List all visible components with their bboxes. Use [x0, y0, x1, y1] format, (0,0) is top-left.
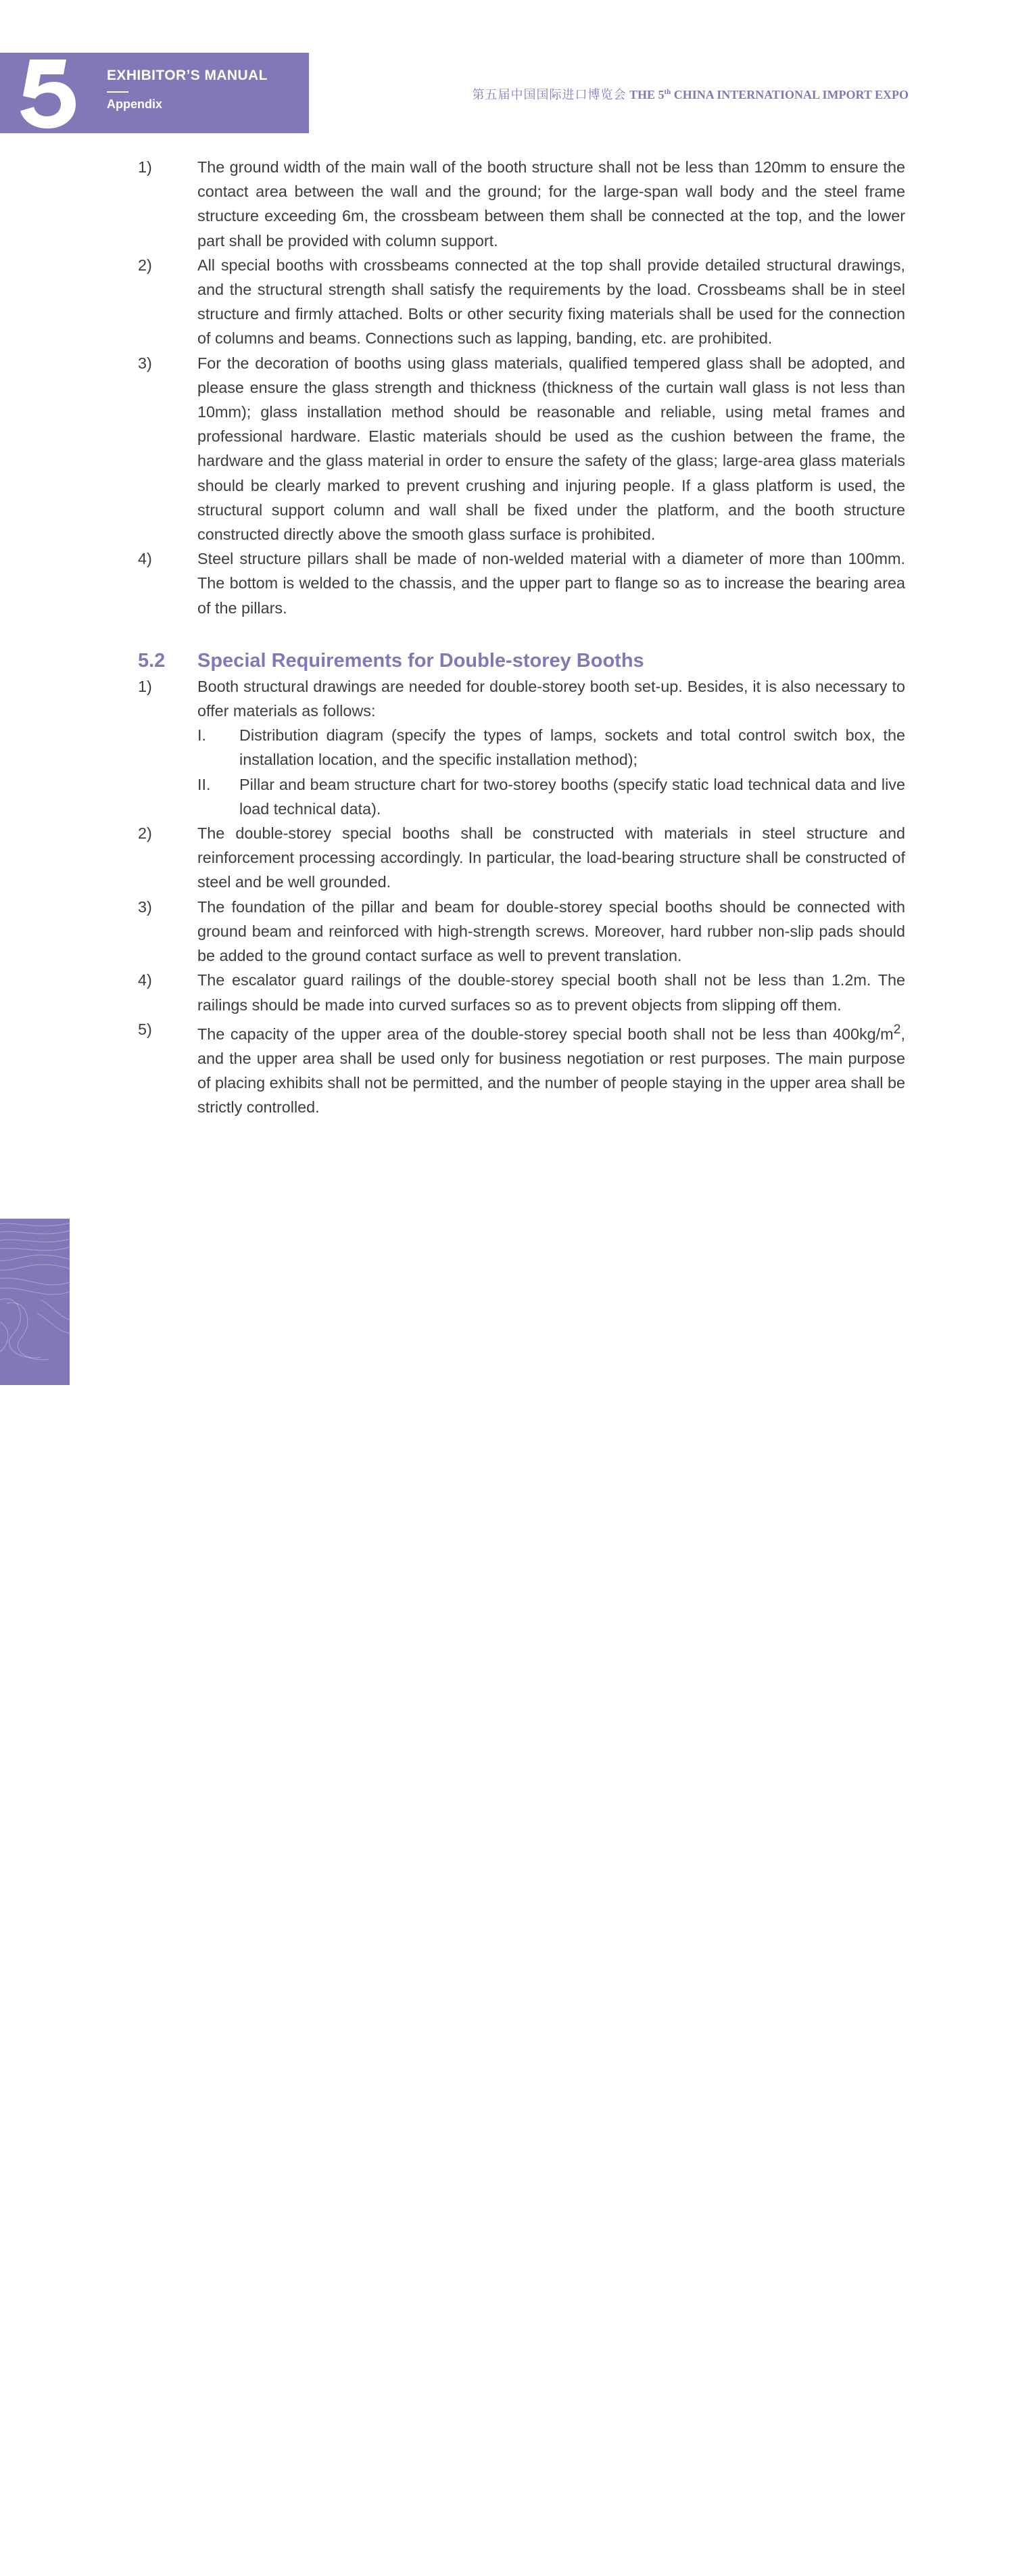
section-subtitle: Appendix	[107, 97, 163, 111]
expo-title-suffix: CHINA INTERNATIONAL IMPORT EXPO	[671, 88, 909, 101]
item-text: Booth structural drawings are needed for double-storey booth set-up. Besides, it is also necessary to offer materials as follows:	[197, 677, 905, 720]
item-number: 1)	[138, 158, 152, 176]
section-heading	[138, 647, 905, 674]
item-text: For the decoration of booths using glass materials, qualified tempered glass shall be adopted, and please ensure the glass strength and thickness (thickness of the curtain wall glass is not less than 10mm); glass installation method should be reasonable and reliable, using metal frames and professional hardware. Elastic materials should be used as the cushion between the frame, the hardware and the glass material in order to ensure the safety of the glass; large-area glass materials should be clearly marked to prevent crushing and injuring people. If a glass platform is used, the structural support column and wall shall be fixed under the platform, and the booth structure constructed directly above the smooth glass surface is prohibited.	[197, 354, 905, 544]
section-title: Special Requirements for Double-storey Booths	[197, 649, 644, 672]
page-number: 100	[27, 2561, 49, 2575]
item-number: 4)	[138, 971, 152, 989]
list-item	[138, 351, 905, 547]
item-text: Steel structure pillars shall be made of non-welded material with a diameter of more than 100mm. The bottom is welded to the chassis, and the upper part to flange so as to increase the bearing area of the pillars.	[197, 550, 905, 617]
item-number: 4)	[138, 550, 152, 568]
sub-list-item	[197, 772, 905, 821]
list-item	[138, 821, 905, 895]
item-number: 2)	[138, 824, 152, 843]
sub-item-text: Distribution diagram (specify the types of lamps, sockets and total control switch box, the installation location, and the specific installation method);	[239, 726, 905, 769]
item-text: The escalator guard railings of the double-storey special booth shall not be less than 1.2m. The railings should be made into curved surfaces so as to prevent objects from slipping off them.	[197, 971, 905, 1014]
list-item	[138, 968, 905, 1016]
expo-title-sup: th	[664, 88, 671, 96]
expo-title	[472, 85, 909, 103]
sub-item-number: II.	[197, 775, 211, 793]
sub-item-number: I.	[197, 726, 206, 745]
expo-title-prefix: THE 5	[629, 88, 665, 101]
item-number: 1)	[138, 677, 152, 695]
manual-title: EXHIBITOR’S MANUAL	[107, 68, 268, 83]
item-number: 5)	[138, 1020, 152, 1038]
list-item	[138, 1017, 905, 1120]
item-number: 2)	[138, 256, 152, 274]
item-text: All special booths with crossbeams connected at the top shall provide detailed structural drawings, and the structural strength shall satisfy the requirements by the load. Crossbeams shall be in steel structure and firmly attached. Bolts or other security fixing materials shall be used for the connection of columns and beams. Connections such as lapping, banding, etc. are prohibited.	[197, 256, 905, 348]
header-band	[0, 53, 309, 133]
page-content	[138, 155, 905, 1119]
list-item	[138, 895, 905, 968]
item-text: The double-storey special booths shall be constructed with materials in steel structure and reinforcement processing accordingly. In particular, the load-bearing structure shall be constructed of steel and be well grounded.	[197, 824, 905, 891]
item-text: The foundation of the pillar and beam for double-storey special booths should be connected with ground beam and reinforced with high-strength screws. Moreover, hard rubber non-slip pads should be added to the ground contact surface as well to prevent translation.	[197, 897, 905, 965]
item-text: The ground width of the main wall of the booth structure shall not be less than 120mm to ensure the contact area between the wall and the ground; for the large-span wall body and the steel frame structure exceeding 6m, the crossbeam between them shall be connected at the top, and the lower part shall be provided with column support.	[197, 158, 905, 250]
wave-pattern-icon	[0, 1219, 70, 1385]
list-item	[138, 253, 905, 351]
sub-item-text: Pillar and beam structure chart for two-storey booths (specify static load technical data and live load technical data).	[239, 775, 905, 818]
list-item	[138, 155, 905, 253]
corner-decoration	[0, 1219, 70, 2575]
item-number: 3)	[138, 897, 152, 916]
item-number: 3)	[138, 354, 152, 372]
ciie-logo	[18, 57, 77, 130]
superscript: 2	[893, 1021, 901, 1037]
expo-title-cn: 第五届中国国际进口博览会	[472, 88, 627, 102]
item-text-end: , and the upper area shall be used only for business negotiation or rest purposes. The main purpose of placing exhibits shall not be permitted, and the number of people staying in the upper area shall be strictly controlled.	[197, 1025, 905, 1117]
list-item	[138, 546, 905, 620]
sub-list-item	[197, 723, 905, 772]
list-item	[138, 674, 905, 821]
title-rule	[107, 91, 128, 93]
item-text-start: The capacity of the upper area of the double-storey special booth shall not be less than 400kg/m	[197, 1025, 894, 1043]
section-number: 5.2	[138, 649, 166, 672]
